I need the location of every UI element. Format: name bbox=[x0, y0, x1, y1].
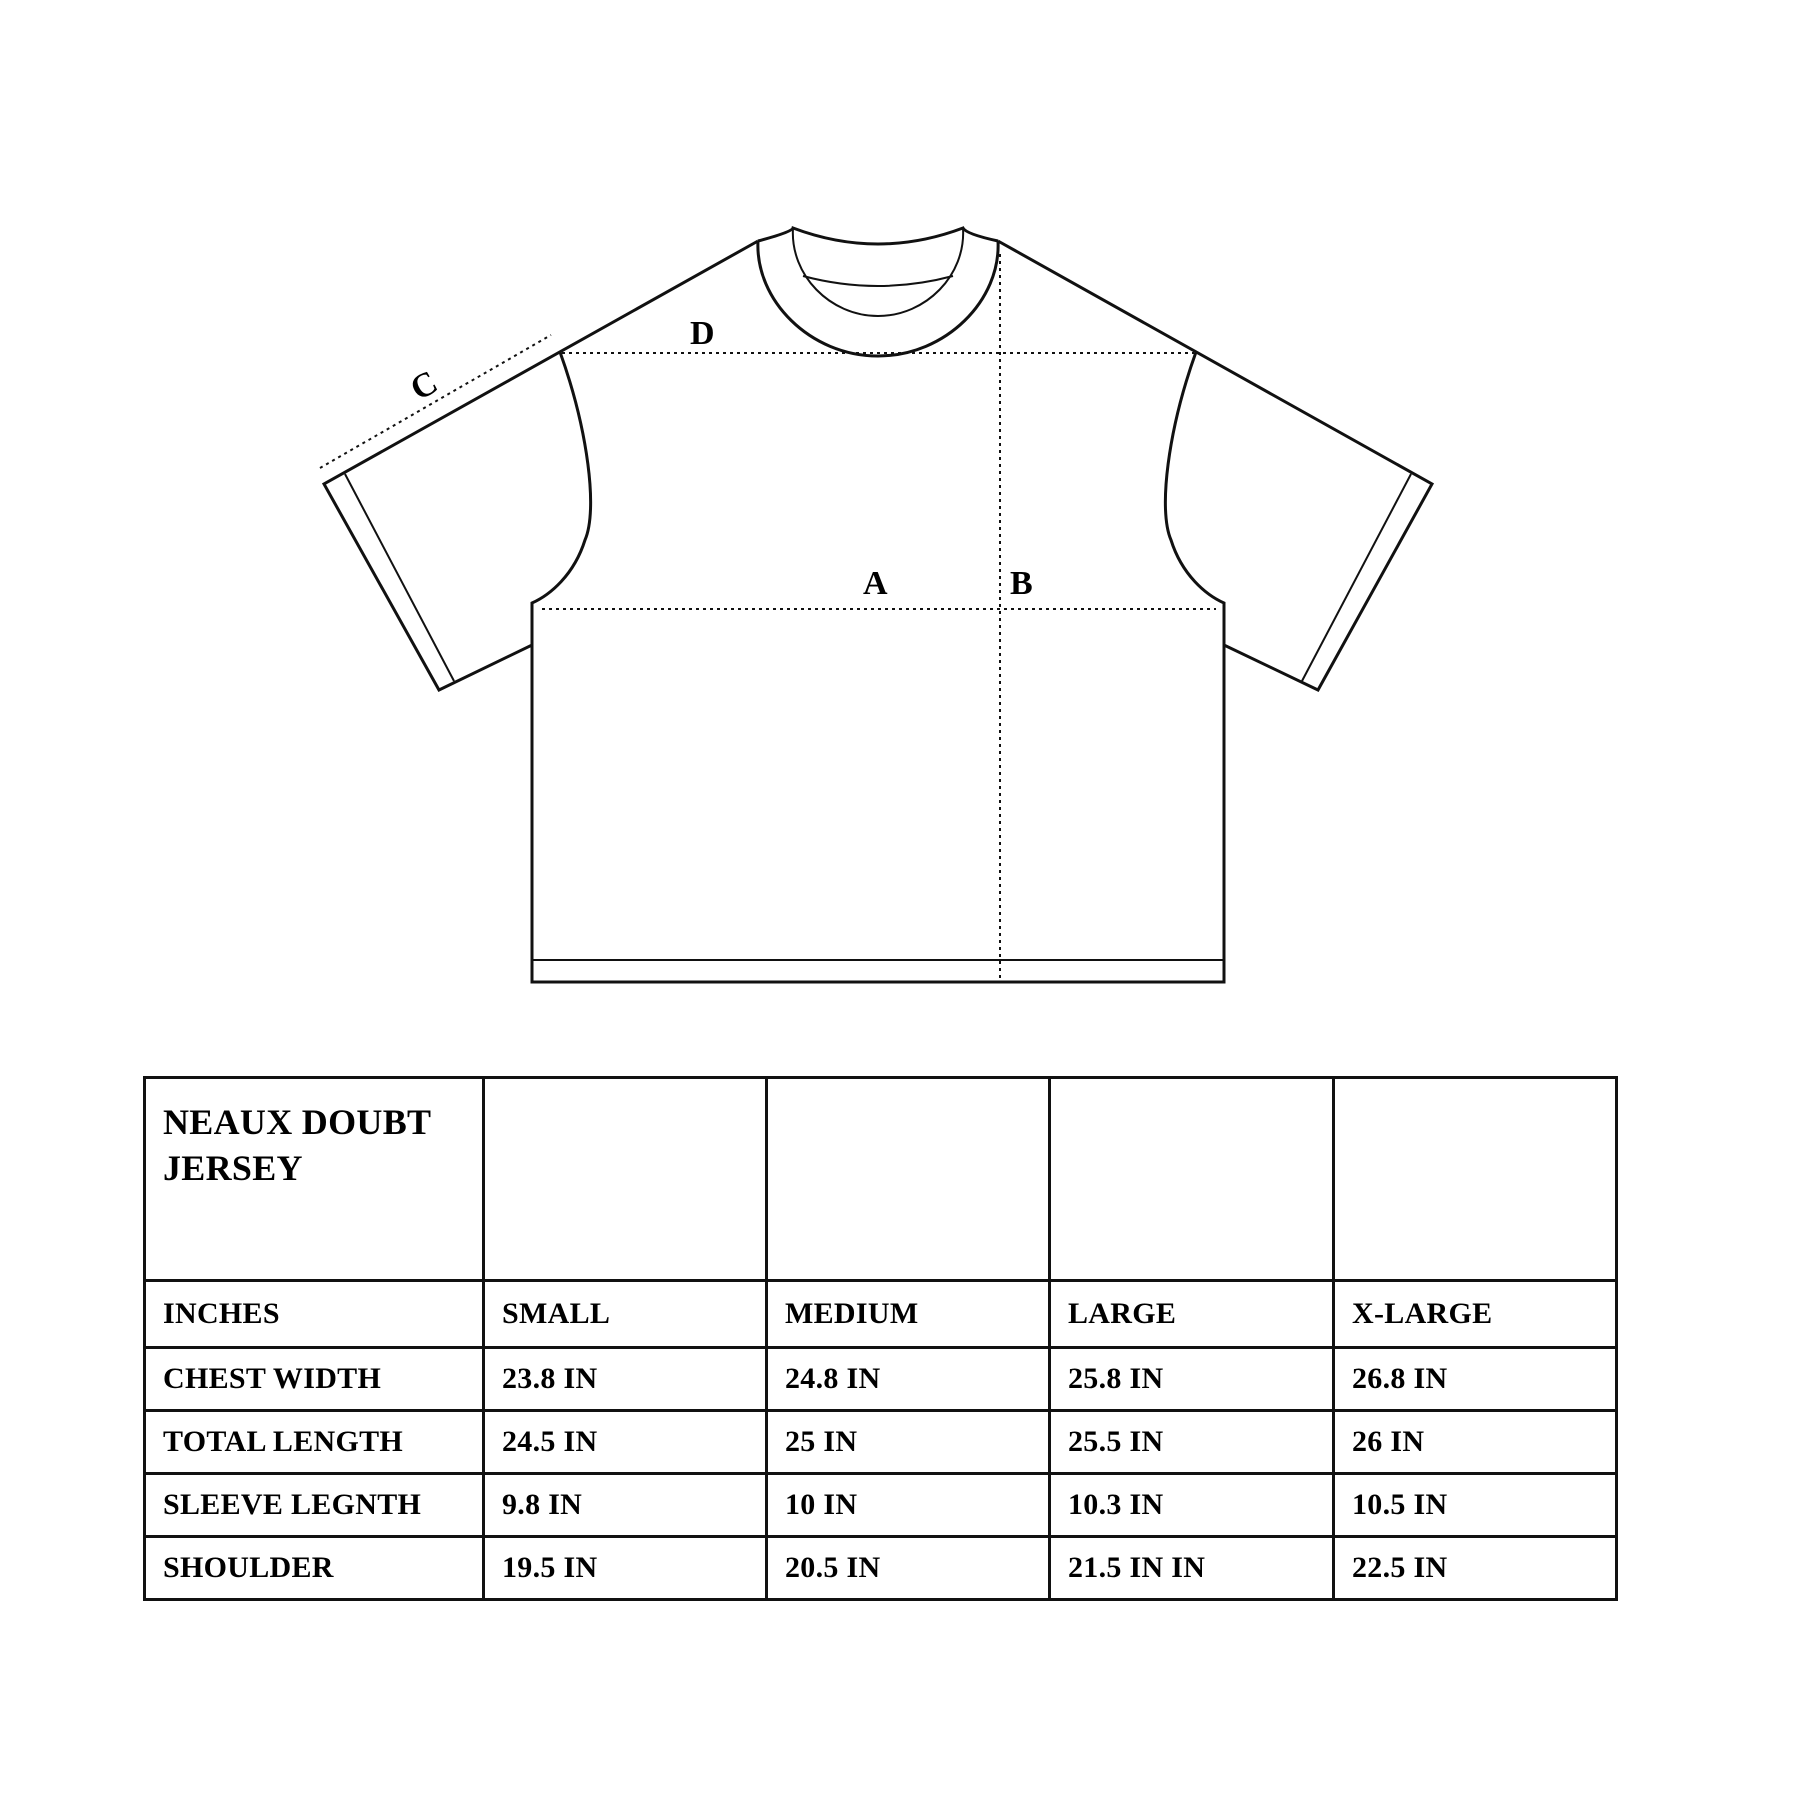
row-label: SLEEVE LEGNTH bbox=[145, 1474, 484, 1537]
measure-label-a: A bbox=[863, 565, 888, 602]
measure-label-d: D bbox=[690, 315, 715, 352]
measurement-value: 10.5 IN bbox=[1334, 1474, 1617, 1537]
row-label: TOTAL LENGTH bbox=[145, 1411, 484, 1474]
right-armhole-seam bbox=[1165, 352, 1224, 645]
measurement-value: 26 IN bbox=[1334, 1411, 1617, 1474]
size-header-x-large: X-LARGE bbox=[1334, 1281, 1617, 1348]
table-title-row bbox=[145, 1078, 1617, 1281]
table-row bbox=[145, 1348, 1617, 1411]
measure-label-c: C bbox=[404, 363, 444, 409]
measurement-value: 10.3 IN bbox=[1050, 1474, 1334, 1537]
collar-back-fold bbox=[803, 276, 953, 286]
measurement-value: 25.8 IN bbox=[1050, 1348, 1334, 1411]
measurement-value: 23.8 IN bbox=[484, 1348, 767, 1411]
row-label: CHEST WIDTH bbox=[145, 1348, 484, 1411]
row-label: SHOULDER bbox=[145, 1537, 484, 1600]
size-header-small: SMALL bbox=[484, 1281, 767, 1348]
unit-label: INCHES bbox=[145, 1281, 484, 1348]
right-sleeve-cuff bbox=[1302, 474, 1411, 681]
table-row bbox=[145, 1474, 1617, 1537]
measure-label-b: B bbox=[1010, 565, 1033, 602]
empty-header-cell bbox=[484, 1078, 767, 1281]
measurement-value: 25 IN bbox=[767, 1411, 1050, 1474]
measure-line-c bbox=[320, 335, 551, 468]
size-header-large: LARGE bbox=[1050, 1281, 1334, 1348]
empty-header-cell bbox=[1050, 1078, 1334, 1281]
measurement-value: 22.5 IN bbox=[1334, 1537, 1617, 1600]
collar-inner bbox=[793, 228, 963, 316]
measurement-value: 19.5 IN bbox=[484, 1537, 767, 1600]
table-row bbox=[145, 1537, 1617, 1600]
size-header-medium: MEDIUM bbox=[767, 1281, 1050, 1348]
left-sleeve-cuff bbox=[345, 474, 454, 681]
measurement-value: 24.8 IN bbox=[767, 1348, 1050, 1411]
empty-header-cell bbox=[1334, 1078, 1617, 1281]
measurement-value: 9.8 IN bbox=[484, 1474, 767, 1537]
table-row bbox=[145, 1411, 1617, 1474]
measurement-value: 21.5 IN IN bbox=[1050, 1537, 1334, 1600]
size-chart-table bbox=[143, 1076, 1618, 1601]
measurement-value: 26.8 IN bbox=[1334, 1348, 1617, 1411]
product-title: NEAUX DOUBT JERSEY bbox=[145, 1078, 484, 1281]
size-header-row bbox=[145, 1281, 1617, 1348]
left-armhole-seam bbox=[532, 352, 591, 645]
measurement-value: 10 IN bbox=[767, 1474, 1050, 1537]
measurement-value: 20.5 IN bbox=[767, 1537, 1050, 1600]
measurement-value: 24.5 IN bbox=[484, 1411, 767, 1474]
empty-header-cell bbox=[767, 1078, 1050, 1281]
collar-outer bbox=[758, 241, 998, 356]
measurement-value: 25.5 IN bbox=[1050, 1411, 1334, 1474]
